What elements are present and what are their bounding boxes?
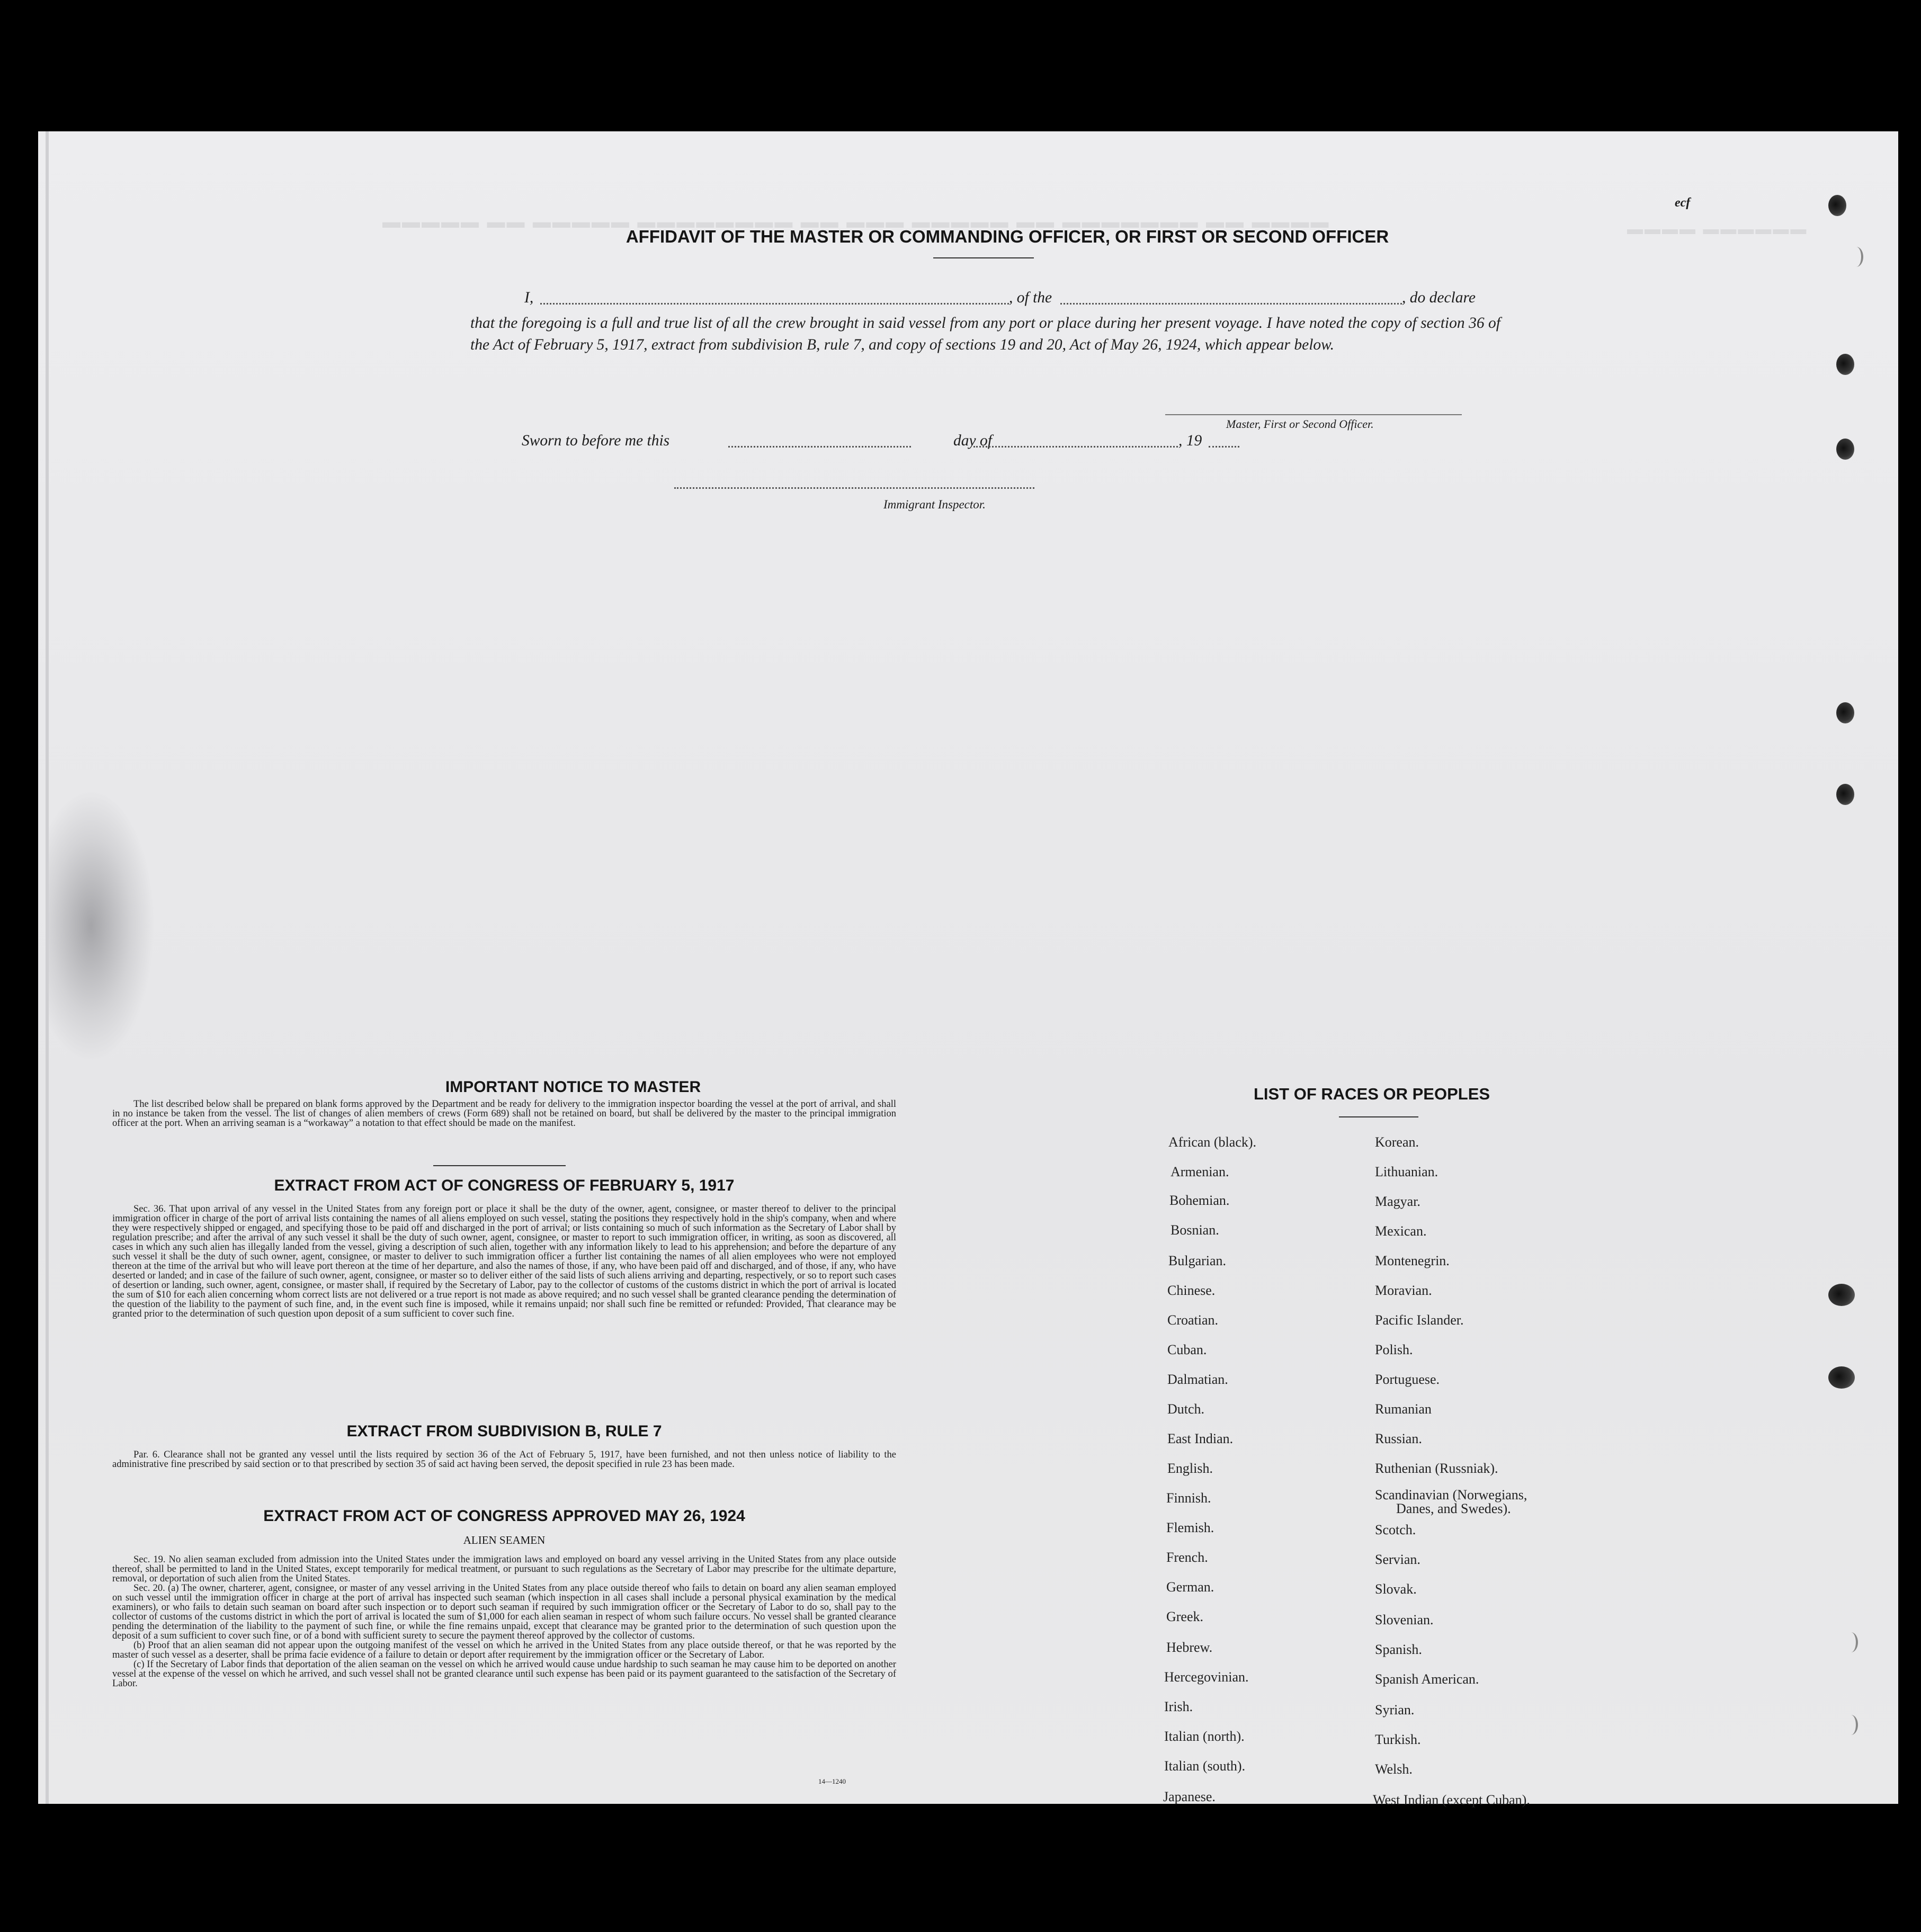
sworn-year-blank[interactable] (1209, 446, 1239, 448)
race-item: Flemish. (1166, 1520, 1214, 1535)
race-item: Spanish American. (1375, 1671, 1479, 1687)
race-item: Italian (north). (1164, 1729, 1245, 1744)
punch-hole (1828, 1366, 1855, 1389)
section-20c-paragraph: (c) If the Secretary of Labor finds that deportation of the alien seaman on the vessel on which he arrived would cause undue hardship to such seaman he may cause him to be deported on another vessel at the expense of the vessel on which he arrived, and such vessel shall not be granted clearance until such expense has been paid or its payment guaranteed to the satisfaction of the Secretary of Labor. (112, 1659, 896, 1689)
extract-1924-body (112, 1555, 896, 1688)
day-of-label: day of (953, 432, 992, 449)
notice-body (112, 1099, 896, 1128)
sworn-month-blank[interactable] (973, 446, 1178, 448)
race-item: Irish. (1164, 1699, 1193, 1714)
race-item: Hercegovinian. (1164, 1669, 1249, 1685)
races-title: LIST OF RACES OR PEOPLES (1253, 1085, 1490, 1103)
race-item: Bohemian. (1169, 1193, 1230, 1208)
race-item: Russian. (1375, 1431, 1422, 1446)
race-item: Scandinavian (Norwegians, (1375, 1487, 1527, 1502)
notice-title: IMPORTANT NOTICE TO MASTER (445, 1078, 701, 1096)
punch-hole (1844, 1715, 1858, 1735)
race-item: Croatian. (1167, 1312, 1219, 1328)
race-item: Finnish. (1166, 1490, 1211, 1506)
affidavit-title: AFFIDAVIT OF THE MASTER OR COMMANDING OFFICER, OR FIRST OR SECOND OFFICER (626, 227, 1389, 246)
race-item: Bosnian. (1171, 1222, 1219, 1238)
race-item: Bulgarian. (1168, 1253, 1227, 1268)
race-item: Syrian. (1375, 1702, 1415, 1718)
race-item: Welsh. (1375, 1761, 1413, 1777)
declarant-name-blank[interactable] (540, 303, 1009, 305)
punch-hole (1836, 784, 1854, 805)
race-item: Servian. (1375, 1552, 1420, 1567)
extract-1917-title: EXTRACT FROM ACT OF CONGRESS OF FEBRUARY 5, 1917 (274, 1177, 735, 1194)
race-item: Ruthenian (Russniak). (1375, 1461, 1498, 1476)
notice-paragraph: The list described below shall be prepared on blank forms approved by the Department and be ready for delivery to the immigration inspector boarding the vessel at the port of arrival, and shall in no instance be taken from the vessel. The list of changes of alien members of crews (Form 689) shall not be retained on board, but shall be delivered by the master to the principal immigration officer at the port. When an arriving seaman is a “workaway” a notation to that effect should be made on the manifest. (112, 1099, 896, 1129)
extract-1924-title: EXTRACT FROM ACT OF CONGRESS APPROVED MAY 26, 1924 (263, 1507, 745, 1525)
punch-hole (1836, 439, 1854, 460)
of-the-label: , of the (1009, 289, 1052, 306)
master-signature-line[interactable] (1165, 414, 1462, 415)
race-item: English. (1167, 1461, 1213, 1476)
race-item: French. (1166, 1550, 1208, 1565)
form-number: 14—1240 (818, 1777, 846, 1785)
section-rule (433, 1165, 566, 1166)
race-item: African (black). (1168, 1134, 1257, 1150)
master-signature-label: Master, First or Second Officer. (1226, 417, 1374, 431)
race-item: Rumanian (1375, 1401, 1432, 1417)
section-19-paragraph: Sec. 19. No alien seaman excluded from admission into the United States under the immigration laws and employed on board any vessel arriving in the United States from any place outside thereof, shall be permitted to land in the United States, except temporarily for medical treatment, or pursuant to such regulations as the Secretary of Labor may prescribe for the ultimate departure, removal, or deportation of such alien from the United States. (112, 1554, 896, 1584)
margin-mark: ecf (1675, 196, 1691, 210)
race-item: East Indian. (1167, 1431, 1234, 1446)
sworn-label: Sworn to before me this (522, 432, 670, 449)
section-20a-paragraph: Sec. 20. (a) The owner, charterer, agent, consignee, or master of any vessel arriving in the United States from any place outside thereof who fails to detain on board any alien seaman employed on such vessel until the immigration officer in charge at the port of arrival has inspected such seaman (which inspection in all cases shall include a personal physical examination by the medical examiners), or who fails to detain such seaman on board after such inspection or to deport such seaman if required by such immigration officer or the Secretary of Labor to do so, shall pay to the collector of customs of the customs district in which the port of arrival is located the sum of $1,000 for each alien seaman in respect of whom such failure occurs. No vessel shall be granted clearance pending the determination of the liability to the payment of such fine, or while the fine remains unpaid, except that clearance may be granted prior to the determination of such question upon the deposit of a sum sufficient to cover such fine, or of a bond with sufficient surety to secure the payment thereof approved by the collector of customs. (112, 1583, 896, 1641)
declarant-i-label: I, (524, 289, 534, 306)
race-item: Polish. (1375, 1342, 1413, 1357)
race-item: German. (1166, 1579, 1214, 1595)
race-item: Hebrew. (1166, 1640, 1213, 1655)
race-item: Danes, and Swedes). (1396, 1501, 1511, 1516)
section-20b-paragraph: (b) Proof that an alien seaman did not appear upon the outgoing manifest of the vessel on which he arrived in the United States from any place outside thereof, or that he was reported by the master of such vessel as a deserter, shall be prima facie evidence of a failure to detain or deport after requirement by the immigration officer or the Secretary of Labor. (112, 1640, 896, 1660)
scan-smudge (49, 788, 155, 1063)
punch-hole (1836, 354, 1854, 375)
year-label: , 19 (1178, 432, 1202, 449)
punch-hole (1828, 1284, 1855, 1306)
punch-hole (1836, 702, 1854, 723)
race-item: Korean. (1375, 1134, 1419, 1150)
document-page (38, 131, 1898, 1804)
vessel-name-blank[interactable] (1060, 303, 1402, 305)
race-item: Dutch. (1167, 1401, 1205, 1417)
bleed-through-text: ▬▬▬▬▬ ▬▬ ▬▬▬▬▬ ▬▬▬▬▬▬▬▬ ▬▬ ▬▬▬ ▬▬▬▬▬ ▬▬ ▬▬▬▬▬▬▬ ▬▬ ▬▬▬▬ (382, 212, 1330, 232)
races-rule (1339, 1116, 1418, 1117)
race-item: Armenian. (1171, 1164, 1229, 1179)
alien-seamen-subtitle: ALIEN SEAMEN (463, 1534, 546, 1546)
race-item: Magyar. (1375, 1194, 1420, 1209)
race-item: Slovak. (1375, 1581, 1417, 1597)
punch-hole (1844, 1632, 1858, 1652)
race-item: Cuban. (1167, 1342, 1207, 1357)
punch-hole (1828, 195, 1846, 216)
race-item: Pacific Islander. (1375, 1312, 1464, 1328)
rule-7-paragraph: Par. 6. Clearance shall not be granted any vessel until the lists required by section 36 of the Act of February 5, 1917, have been furnished, and not then unless notice of liability to the administrative fine prescribed by said section or to that prescribed by section 35 of said act having been served, the deposit specified in rule 23 has been made. (112, 1450, 896, 1470)
race-item: Greek. (1166, 1609, 1204, 1624)
race-item: Portuguese. (1375, 1372, 1440, 1387)
race-item: Spanish. (1375, 1642, 1422, 1657)
race-item: Moravian. (1375, 1283, 1432, 1298)
affidavit-statement: that the foregoing is a full and true list of all the crew brought in said vessel from any port or place during her present voyage. I have noted the copy of section 36 of the Act of February 5, 1917, extract from subdivision B, rule 7, and copy of sections 19 and 20, Act of May 26, 1924, which appear below. (470, 315, 1500, 353)
title-rule (933, 257, 1034, 258)
race-item: Italian (south). (1164, 1758, 1246, 1774)
race-item: Lithuanian. (1375, 1164, 1438, 1179)
race-item: Chinese. (1167, 1283, 1216, 1298)
bleed-through-text: ▬▬▬▬ ▬▬▬▬▬▬ (1627, 220, 1808, 238)
race-item: Dalmatian. (1167, 1372, 1228, 1387)
rule-7-body (112, 1450, 896, 1469)
punch-hole (1849, 247, 1863, 267)
extract-1917-body (112, 1204, 896, 1319)
rule-7-title: EXTRACT FROM SUBDIVISION B, RULE 7 (346, 1423, 662, 1440)
sworn-day-blank[interactable] (728, 446, 911, 448)
race-item: Mexican. (1375, 1223, 1427, 1239)
section-36-paragraph: Sec. 36. That upon arrival of any vessel in the United States from any foreign port or place it shall be the duty of the owner, agent, consignee, or master thereof to deliver to the principal immigration officer in charge of the port of arrival lists containing the names of all aliens employed on such vessel, stating the positions they respectively hold in the ship's company, when and where they were respectively shipped or engaged, and specifying those to be paid off and discharged in the port of arrival; or lists containing so much of such information as the Secretary of Labor shall by regulation prescribe; and after the arrival of any such vessel it shall be the duty of such owner, agent, consignee, or master to report to such immigration officer, in writing, as soon as discovered, all cases in which any such alien has illegally landed from the vessel, giving a description of such alien, together with any information likely to lead to his apprehension; and before the departure of any such vessel it shall be the duty of such owner, agent, consignee, or master to deliver to such immigration officer a further list containing the names of all alien employees who were not employed thereon at the time of the arrival but who will leave port thereon at the time of her departure, and also the names of those, if any, who have been paid off and discharged, and of those, if any, who have deserted or landed; and in case of the failure of such owner, agent, consignee, or master so to deliver either of the said lists of such aliens arriving and departing, respectively, or so to report such cases of desertion or landing, such owner, agent, consignee, or master shall, if required by the Secretary of Labor, pay to the collector of customs of the customs district in which the port of arrival is located the sum of $10 for each alien concerning whom correct lists are not delivered or a true report is not made as above required; and no such vessel shall be granted clearance pending the determination of the question of the liability to the payment of such fine, and, in the event such fine is imposed, while it remains unpaid; nor shall such fine be remitted or refunded: Provided, That clearance may be granted prior to the determination of such question upon deposit of a sum sufficient to cover such fine. (112, 1204, 896, 1319)
race-item: Montenegrin. (1375, 1253, 1450, 1268)
inspector-label: Immigrant Inspector. (883, 498, 986, 511)
do-declare-label: , do declare (1402, 289, 1476, 306)
race-item: Scotch. (1375, 1522, 1416, 1537)
race-item: West Indian (except Cuban). (1373, 1792, 1530, 1808)
race-item: Turkish. (1375, 1732, 1421, 1747)
inspector-signature-line[interactable] (674, 487, 1034, 489)
race-item: Slovenian. (1375, 1612, 1434, 1627)
race-item: Japanese. (1163, 1789, 1216, 1804)
